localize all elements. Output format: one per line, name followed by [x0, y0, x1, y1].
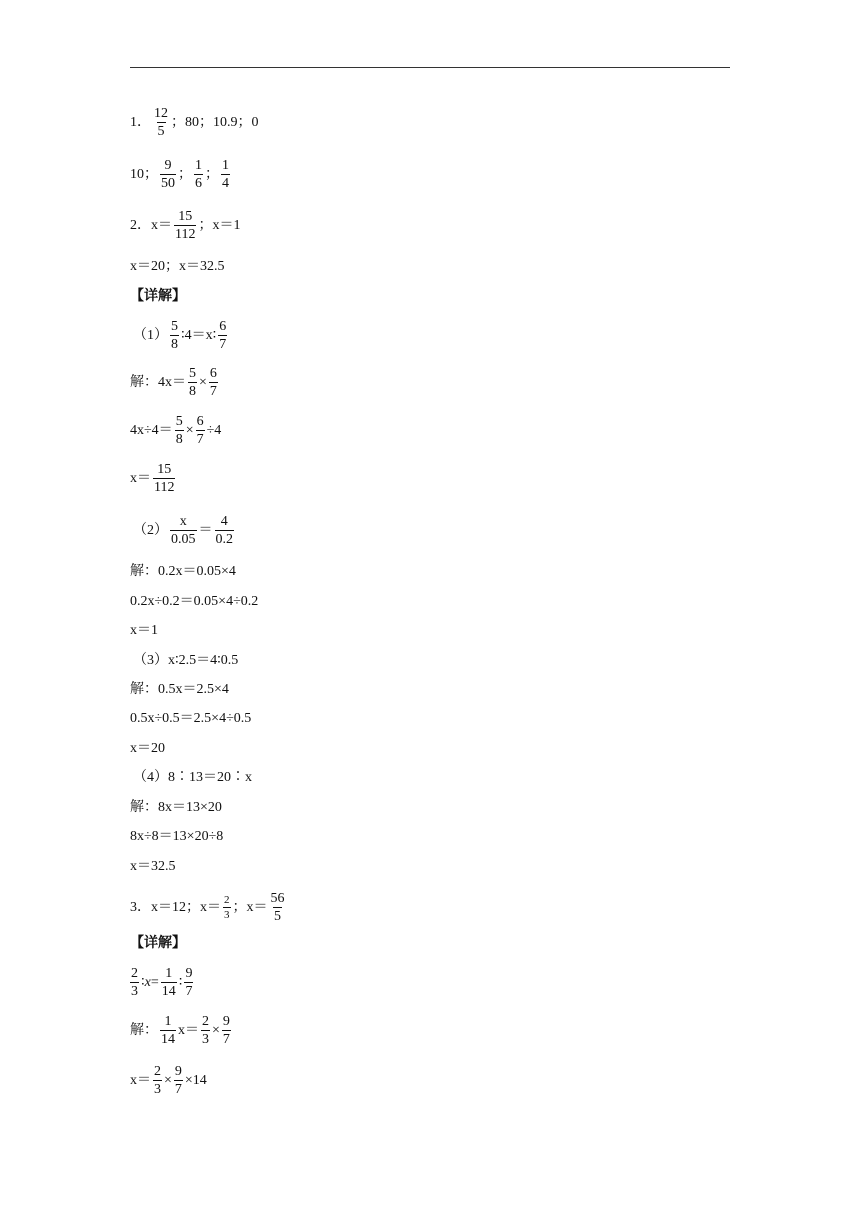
detail-heading: 【详解】: [130, 936, 186, 951]
fraction: x 0.05: [171, 514, 196, 547]
fraction: $\frac{5}{8}$: [175, 414, 183, 447]
fraction: $\frac{6}{7}$: [209, 366, 217, 399]
problem-3: （3）x∶2.5＝4∶0.5: [133, 653, 239, 668]
answer-3-line-1: 3．x＝12；x＝ 2 3 ；x＝ 56 5: [130, 891, 285, 924]
fraction: 1 4: [222, 158, 229, 191]
solution-result: x＝32.5: [130, 859, 176, 874]
header-rule: [130, 67, 730, 68]
fraction: 56 5: [270, 891, 285, 924]
solution-step: 8x÷8＝13×20÷8: [130, 829, 224, 844]
solution-step: 4x÷4＝ $\frac{5}{8}$ × $\frac{6}{7}$ ÷4: [130, 414, 222, 447]
fraction: 1 14: [161, 1014, 175, 1047]
problem-1: （1） 5 8 ∶4＝x∶ 6 7: [133, 319, 227, 352]
fraction: 4 0.2: [215, 514, 233, 547]
solution-step: 0.2x÷0.2＝0.05×4÷0.2: [130, 594, 259, 609]
fraction: $\frac{9}{7}$: [174, 1064, 182, 1097]
answer-1-line-2: 10； 9 50 ； 1 6 ； 1 4: [130, 158, 229, 191]
solution-step: x＝ $\frac{2}{3}$ × $\frac{9}{7}$ ×14: [130, 1064, 207, 1097]
fraction: $\frac{1}{14}$: [161, 966, 176, 999]
fraction: $\frac{2}{3}$: [154, 1064, 161, 1097]
fraction: 9 7: [185, 966, 193, 999]
fraction: $\frac{2}{3}$: [202, 1014, 209, 1047]
fraction: $\frac{9}{7}$: [222, 1014, 230, 1047]
fraction: $\frac{5}{8}$: [189, 366, 196, 399]
fraction: 1 6: [195, 158, 202, 191]
solution-step: 解：0.5x＝2.5×4: [130, 682, 229, 697]
answer-2-line-2: x＝20；x＝32.5: [130, 259, 225, 274]
problem-statement: 2 3 ∶ x = $\frac{1}{14}$ ∶ 9 7: [131, 966, 193, 999]
fraction: 6 7: [219, 319, 227, 352]
fraction: 15 112: [175, 209, 196, 242]
answer-2-line-1: 2．x＝ 15 112 ；x＝1: [130, 209, 241, 242]
solution-result: x＝20: [130, 741, 165, 756]
detail-heading: 【详解】: [130, 289, 186, 304]
solution-result: x＝1: [130, 623, 158, 638]
problem-4: （4）8∶13＝20∶x: [133, 770, 252, 785]
solution-step: 解：8x＝13×20: [130, 800, 222, 815]
solution-step: 解：0.2x＝0.05×4: [130, 564, 236, 579]
fraction: 12 5: [154, 106, 168, 139]
solution-step: 解： 1 14 x＝ $\frac{2}{3}$ × $\frac{9}{7}$: [130, 1014, 230, 1047]
solution-step: 解：4x＝ $\frac{5}{8}$ × $\frac{6}{7}$: [130, 366, 217, 399]
fraction: 15 112: [154, 462, 175, 495]
problem-2: （2） x 0.05 ＝ 4 0.2: [133, 514, 233, 547]
fraction: 5 8: [171, 319, 178, 352]
text: ；80；10.9；0: [171, 114, 259, 130]
item-number: 1．: [130, 114, 151, 130]
answer-1-line-1: [130, 106, 259, 139]
solution-step: 0.5x÷0.5＝2.5×4÷0.5: [130, 711, 252, 726]
fraction: $\frac{6}{7}$: [196, 414, 204, 447]
solution-result: x＝ 15 112: [130, 462, 175, 495]
fraction: 2 3: [131, 966, 138, 999]
fraction: 9 50: [161, 158, 175, 191]
fraction: 2 3: [224, 894, 230, 921]
